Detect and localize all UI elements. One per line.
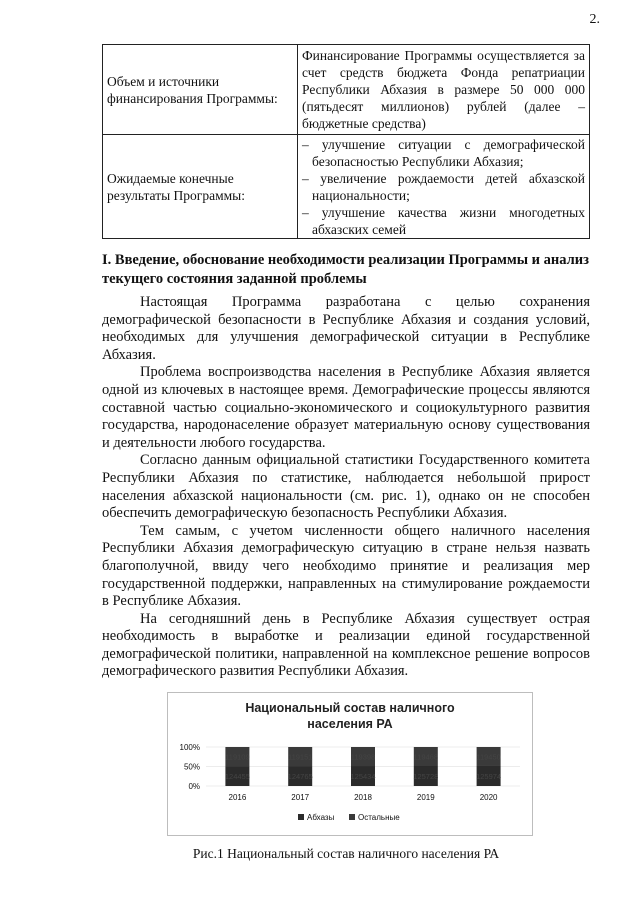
- data-label: 119468: [413, 752, 439, 762]
- paragraph: Проблема воспроизводства населения в Республике Абхазия является одной из ключевых в настоящее время. Демографические процессы являются составной частью социально-экономического и социокультурного развития государства, народонаселение образует материальную основу существования и деятельности любого государства.: [102, 364, 590, 451]
- figure-caption: Рис.1 Национальный состав наличного населения РА: [192, 846, 500, 861]
- data-label: 124455: [224, 772, 250, 782]
- y-tick-label: 50%: [183, 762, 200, 772]
- list-item: – увеличение рождаемости детей абхазской национальности;: [302, 170, 585, 203]
- chart-title-line: Национальный состав наличного: [245, 701, 455, 715]
- data-label: 119450: [476, 752, 501, 762]
- section-title: I. Введение, обоснование необходимости реализации Программы и анализ текущего состояния заданной проблемы: [102, 252, 589, 287]
- legend-label: Абхазы: [307, 813, 335, 822]
- data-label: 125974: [476, 771, 502, 781]
- x-tick-label: 2018: [354, 793, 372, 802]
- paragraph: Настоящая Программа разработана с целью сохранения демографической безопасности в Республике Абхазия и создания условий, необходимых для улучшения демографической ситуации в Республике Абхазия.: [102, 294, 590, 363]
- program-info-table: [102, 44, 590, 239]
- legend-swatch: [298, 814, 304, 820]
- paragraph: Согласно данным официальной статистики Государственного комитета Республики Абхазия по статистике, наблюдается небольшой прирост населения абхазской национальности (см. рис. 1), однако он не способен обеспечить демографическую безопасность Республики Абхазия.: [102, 452, 590, 522]
- data-label: 119151: [287, 752, 313, 762]
- table-row-value: [298, 135, 590, 239]
- table-row: [103, 135, 590, 239]
- data-label: 119398: [350, 752, 376, 762]
- paragraph: На сегодняшний день в Республике Абхазия существует острая необходимость в выработке и реализации единой государственной демографической политики, направленной на комплексное решение вопросов демографического развития Республики Абхазия.: [102, 610, 590, 680]
- data-label: 119109: [225, 752, 250, 762]
- data-label: 125728: [413, 772, 439, 782]
- body-text: [102, 294, 590, 681]
- table-row: [103, 45, 590, 135]
- plot-area: [180, 743, 520, 802]
- legend-swatch: [349, 814, 355, 820]
- x-tick-label: 2020: [479, 793, 498, 802]
- table-row-value: Финансирование Программы осуществляется за счет средств бюджета Фонда репатриации Республики Абхазия в размере 50 000 000 (пятьдесят миллионов) рублей (далее – бюджетные средства): [298, 45, 590, 135]
- page-number: 2.: [589, 12, 600, 27]
- y-tick-label: 100%: [179, 743, 200, 752]
- table-row-label: Объем и источники финансирования Программы:: [103, 45, 298, 135]
- y-tick-label: 0%: [188, 782, 200, 791]
- data-label: 124765: [287, 772, 313, 782]
- legend-label: Остальные: [358, 813, 400, 822]
- x-tick-label: 2017: [291, 793, 310, 802]
- x-tick-label: 2019: [416, 793, 435, 802]
- chart-legend: [298, 813, 400, 822]
- population-chart: [167, 692, 533, 836]
- paragraph: Тем самым, с учетом численности общего наличного населения Республики Абхазия демографическую ситуацию в стране нельзя назвать благополучной, ввиду чего необходимо принятие и реализация мер государственной поддержки, направленных на стимулирование рождаемости в Республике Абхазия.: [102, 522, 590, 610]
- list-item: – улучшение ситуации с демографической безопасностью Республики Абхазия;: [302, 136, 585, 169]
- chart-title-line: населения РА: [307, 717, 393, 731]
- x-tick-label: 2016: [228, 793, 247, 802]
- data-label: 125434: [350, 772, 376, 782]
- chart-svg: [168, 693, 532, 835]
- list-item: – улучшение качества жизни многодетных абхазских семей: [302, 204, 585, 237]
- table-row-label: Ожидаемые конечные результаты Программы:: [103, 135, 298, 239]
